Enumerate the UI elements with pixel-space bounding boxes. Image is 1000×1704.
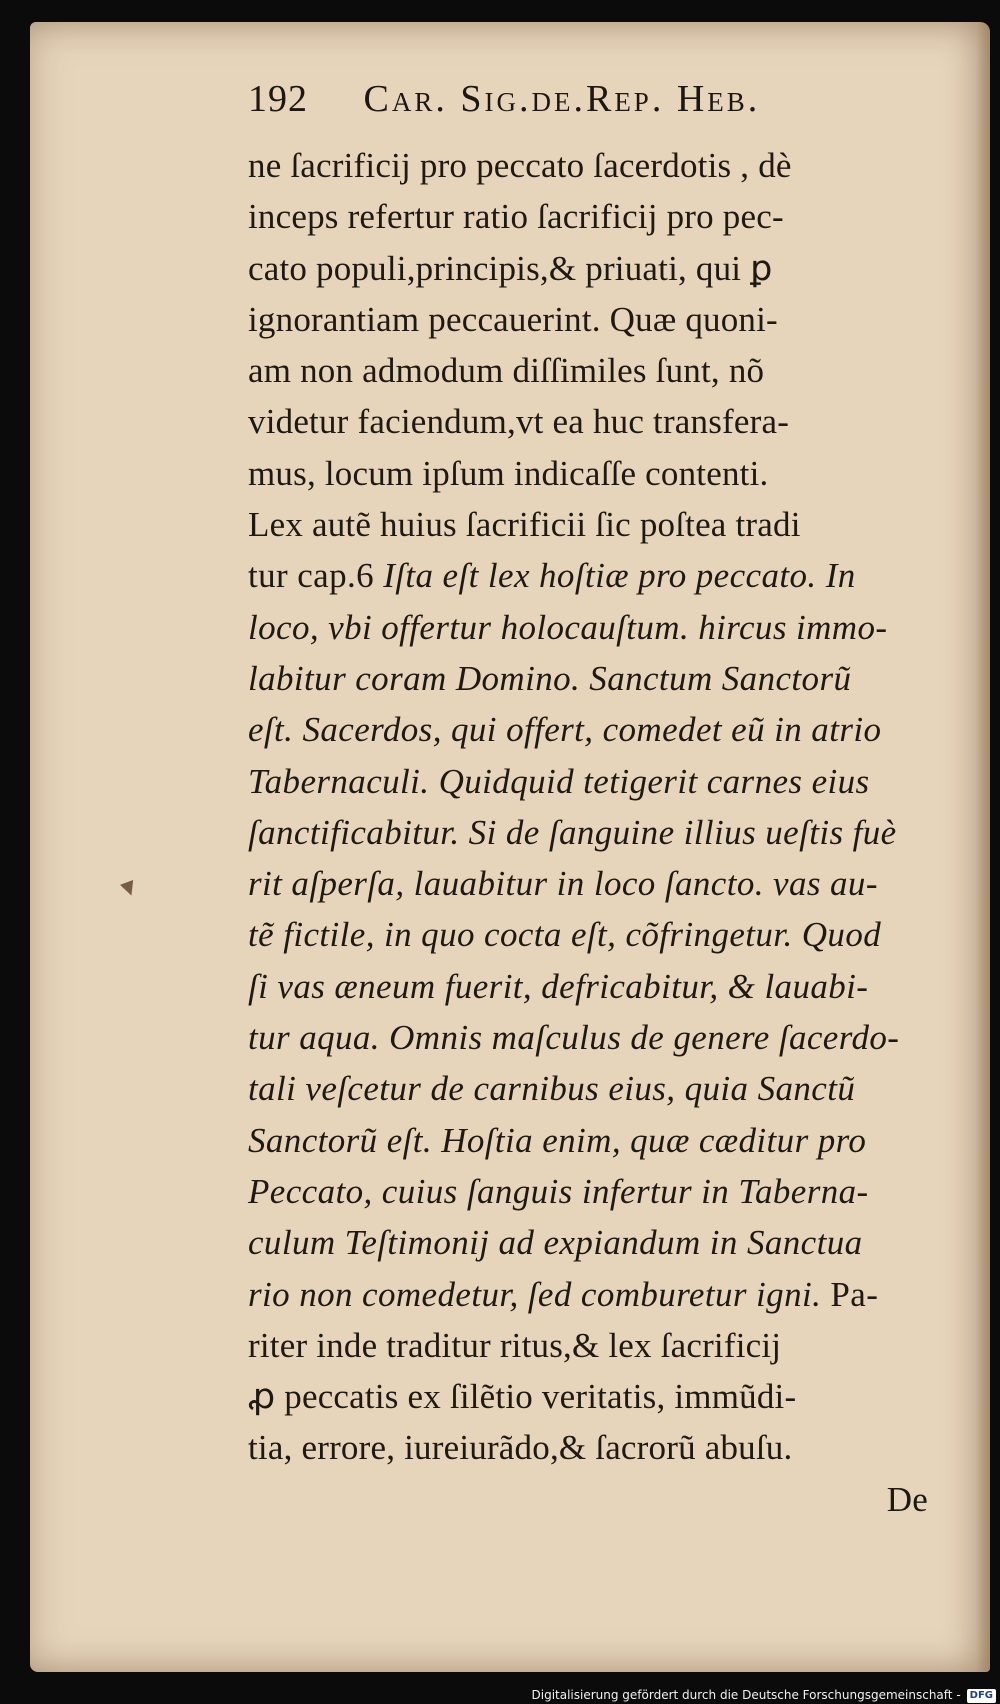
text-line: tur aqua. Omnis maſculus de genere ſacerdo- (248, 1018, 900, 1058)
footer-credit-text: Digitalisierung gefördert durch die Deutsche Forschungsgemeinschaft - (531, 1688, 961, 1702)
dfg-logo: DFG (967, 1689, 996, 1703)
text-line: culum Teſtimonij ad expiandum in Sanctua (248, 1223, 863, 1263)
ink-mark (120, 880, 138, 898)
text-line: eſt. Sacerdos, qui offert, comedet eũ in atrio (248, 710, 882, 750)
text-line: Peccato, cuius ſanguis infertur in Taberna- (248, 1171, 869, 1211)
text-line-roman: Pa- (830, 1274, 879, 1314)
text-line-roman: tur cap.6 (248, 556, 384, 596)
text-line: rit aſperſa, lauabitur in loco ſancto. vas au- (248, 864, 878, 904)
text-line (248, 1269, 928, 1320)
text-line: tia, errore, iureiurãdo,& ſacrorũ abuſu. (248, 1428, 793, 1468)
page-number: 192 (248, 78, 308, 120)
text-line: tẽ fictile, in quo cocta eſt, cõfringetur. Quod (248, 915, 882, 955)
book-page (30, 22, 990, 1672)
text-line: videtur faciendum,vt ea huc transfera- (248, 402, 790, 442)
running-head (248, 77, 928, 137)
text-line: ꝓ peccatis ex ſilẽtio veritatis, immũdi- (248, 1377, 797, 1417)
text-line: ſi vas æneum fuerit, defricabitur, & lauabi- (248, 966, 869, 1006)
text-line: Sanctorũ eſt. Hoſtia enim, quæ cæditur pro (248, 1120, 867, 1160)
text-line: mus, locum ipſum indicaſſe contenti. (248, 453, 769, 493)
text-line: ne ſacrificij pro peccato ſacerdotis , dè (248, 146, 792, 185)
footer-credit (0, 1686, 1000, 1704)
text-line-italic: Iſta eſt lex hoſtiæ pro peccato. In (383, 556, 856, 596)
text-line: inceps refertur ratio ſacrificij pro pec- (248, 197, 784, 237)
text-line: loco, vbi offertur holocauſtum. hircus immo- (248, 607, 888, 647)
text-line-italic: rio non comedetur, ſed comburetur igni. (248, 1274, 831, 1314)
text-line: am non admodum diſſimiles ſunt, nõ (248, 351, 765, 391)
text-block (248, 140, 928, 1525)
text-line: Lex autẽ huius ſacrificii ſic poſtea tradi (248, 505, 801, 545)
text-line: ignorantiam peccauerint. Quæ quoni- (248, 299, 778, 339)
text-line: Tabernaculi. Quidquid tetigerit carnes eius (248, 761, 870, 801)
text-line: ſanctificabitur. Si de ſanguine illius ueſtis fuè (248, 812, 897, 852)
text-line: tali veſcetur de carnibus eius, quia Sanctũ (248, 1069, 856, 1109)
text-line: riter inde traditur ritus,& lex ſacrificij (248, 1325, 782, 1365)
text-line (248, 550, 928, 601)
text-line: labitur coram Domino. Sanctum Sanctorũ (248, 658, 852, 698)
catchword: De (886, 1479, 928, 1519)
page-edge-shadow (976, 22, 990, 1672)
text-line: cato populi,principis,& priuati, qui ꝑ (248, 248, 773, 288)
running-title: Car. Sig.de.Rep. Heb. (363, 78, 761, 120)
